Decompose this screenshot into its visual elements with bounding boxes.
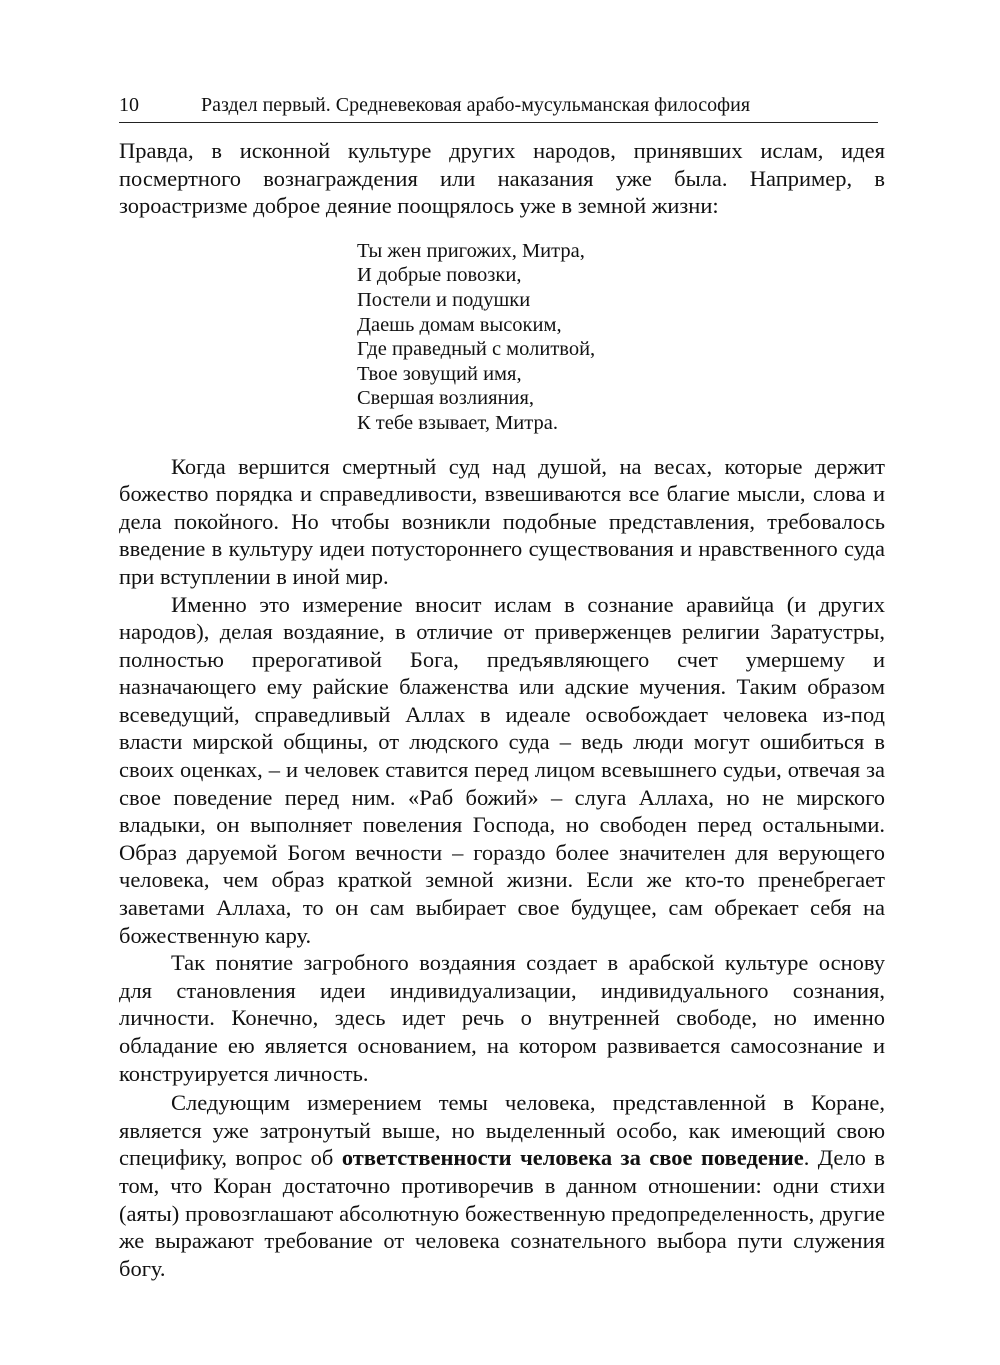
paragraph-responsibility — [119, 1089, 885, 1282]
body-text — [119, 137, 885, 1282]
poem-quote — [357, 239, 885, 436]
poem-line: Постели и подушки — [357, 288, 531, 311]
responsibility-text-end: . Дело в том, что Коран достаточно противоречив в данном отношении: одни стихи (аяты) провозглашают абсолютную божественную предопределенность, другие же выражают требование от человека сознательного выбора пути служения богу. — [119, 1145, 885, 1281]
page-number: 10 — [119, 94, 139, 116]
responsibility-text-start: Следующим измерением темы человека, представленной в Коране, является уже затронутый выше, но выделенный особо, как имеющий свою специфику, вопрос об — [119, 1090, 885, 1171]
paragraph-judgment: Когда вершится смертный суд над душой, на весах, которые держит божество порядка и справедливости, взвешиваются все благие мысли, слова и дела покойного. Но чтобы возникли подобные представления, требовалось введение в культуру идеи потустороннего существования и нравственного суда при вступлении в иной мир. — [119, 453, 885, 589]
poem-line: Ты жен пригожих, Митра, — [357, 239, 585, 262]
poem-line: Даешь домам высоким, — [357, 313, 562, 336]
paragraph-individualization: Так понятие загробного воздаяния создает в арабской культуре основу для становления идеи индивидуализации, индивидуального сознания, личности. Конечно, здесь идет речь о внутренней свободе, но именно обладание ею является основанием, на котором развивается самосознание и конструируется личность. — [119, 950, 885, 1086]
responsibility-emphasis: ответственности человека за свое поведение — [341, 1145, 804, 1171]
running-header — [119, 92, 878, 123]
poem-line: Свершая возлияния, — [357, 387, 535, 410]
poem-line: И добрые повозки, — [357, 264, 522, 287]
section-title: Раздел первый. Средневековая арабо-мусульманская философия — [201, 94, 751, 116]
poem-line: Где праведный с молитвой, — [357, 338, 596, 361]
intro-paragraph: Правда, в исконной культуре других народов, принявших ислам, идея посмертного вознаграждения или наказания уже была. Например, в зороастризме доброе деяние поощрялось уже в земной жизни: — [119, 138, 885, 219]
poem-line: Твое зовущий имя, — [357, 362, 522, 385]
poem-line: К тебе взывает, Митра. — [357, 411, 558, 434]
paragraph-islam-dimension: Именно это измерение вносит ислам в сознание аравийца (и других народов), делая воздаяние, в отличие от приверженцев религии Заратустры, полностью прерогативой Бога, предъявляющего счет умершему и назначающего ему райские блаженства или адские мучения. Таким образом всеведущий, справедливый Аллах в идеале освобождает человека из-под власти мирской общины, от людского суда – ведь люди могут ошибиться в своих оценках, – и человек ставится перед лицом всевышнего судьи, отвечая за свое поведение перед ним. «Раб божий» – слуга Аллаха, но не мирского владыки, он выполняет повеления Господа, но свободен перед остальными. Образ даруемой Богом вечности – гораздо более значителен для верующего человека, чем образ краткой земной жизни. Если же кто-то пренебрегает заветами Аллаха, то он сам выбирает свое будущее, сам обрекает себя на божественную кару. — [119, 591, 885, 948]
